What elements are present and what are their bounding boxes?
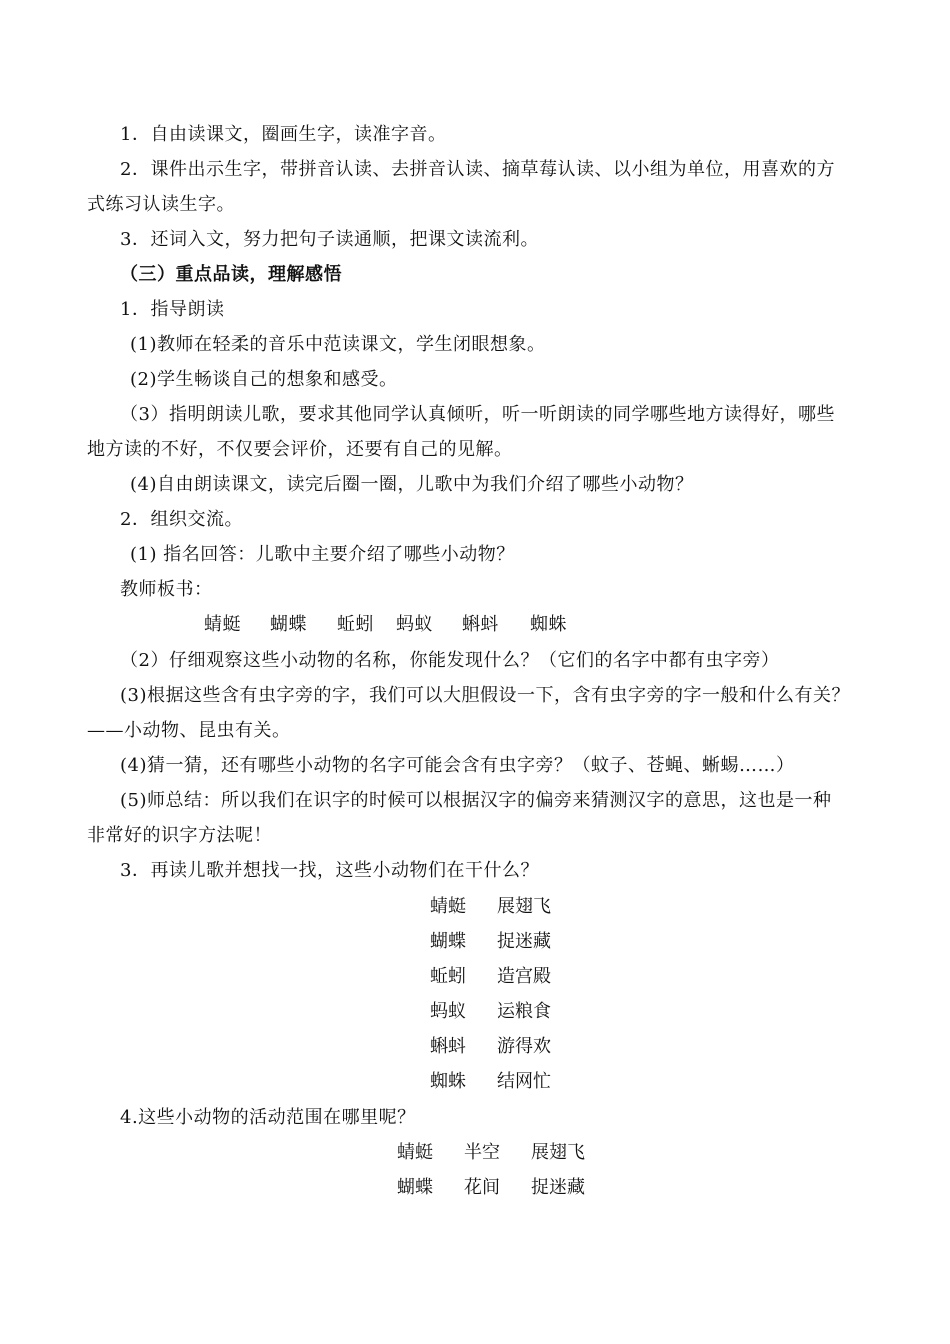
- row-action: 捉迷藏: [531, 1177, 585, 1198]
- row-action: 运粮食: [497, 1001, 551, 1022]
- sub-2-item-4: (4)猜一猜，还有哪些小动物的名字可能会含有虫字旁？（蚊子、苍蝇、蜥蜴……）: [120, 755, 795, 776]
- row-action: 展翅飞: [497, 896, 551, 917]
- sub-1-item-2: (2)学生畅谈自己的想象和感受。: [130, 369, 398, 390]
- sub-1-item-4: (4)自由朗读课文，读完后圈一圈，儿歌中为我们介绍了哪些小动物？: [130, 474, 694, 495]
- step-2-cont: 式练习认读生字。: [87, 194, 235, 215]
- board-animal: 蜘蛛: [530, 614, 567, 635]
- row-place: 半空: [464, 1142, 500, 1163]
- sub-2-item-3-cont: ——小动物、昆虫有关。: [87, 720, 291, 741]
- row-animal: 蝴蝶: [430, 931, 466, 952]
- board-animal: 蚯蚓: [337, 614, 374, 635]
- step-1: 1．自由读课文，圈画生字，读准字音。: [120, 124, 447, 145]
- board-animal: 蜻蜓: [204, 614, 241, 635]
- sub-1: 1．指导朗读: [120, 299, 225, 320]
- row-action: 游得欢: [497, 1036, 551, 1057]
- row-animal: 蚂蚁: [430, 1001, 466, 1022]
- row-animal: 蚯蚓: [430, 966, 466, 987]
- row-animal: 蝌蚪: [430, 1036, 466, 1057]
- row-animal: 蜻蜓: [397, 1142, 433, 1163]
- sub-2-item-5-cont: 非常好的识字方法呢！: [87, 825, 272, 846]
- sub-2-item-5: (5)师总结：所以我们在识字的时候可以根据汉字的偏旁来猜测汉字的意思，这也是一种: [120, 790, 832, 811]
- sub-2-item-2: （2）仔细观察这些小动物的名称，你能发现什么？（它们的名字中都有虫字旁）: [120, 650, 780, 671]
- row-action: 捉迷藏: [497, 931, 551, 952]
- sub-2-item-3: (3)根据这些含有虫字旁的字，我们可以大胆假设一下，含有虫字旁的字一般和什么有关？: [120, 685, 850, 706]
- sub-4: 4.这些小动物的活动范围在哪里呢？: [120, 1107, 416, 1128]
- row-action: 结网忙: [497, 1071, 551, 1092]
- row-animal: 蜻蜓: [430, 896, 466, 917]
- sub-3: 3．再读儿歌并想找一找，这些小动物们在干什么？: [120, 860, 539, 881]
- section-heading: （三）重点品读，理解感悟: [120, 264, 342, 285]
- row-animal: 蜘蛛: [430, 1071, 466, 1092]
- row-action: 展翅飞: [531, 1142, 585, 1163]
- sub-1-item-3: （3）指明朗读儿歌，要求其他同学认真倾听，听一听朗读的同学哪些地方读得好，哪些: [120, 404, 835, 425]
- row-place: 花间: [464, 1177, 500, 1198]
- step-2: 2．课件出示生字，带拼音认读、去拼音认读、摘草莓认读、以小组为单位，用喜欢的方: [120, 159, 835, 180]
- board-label: 教师板书：: [120, 579, 213, 600]
- row-animal: 蝴蝶: [397, 1177, 433, 1198]
- board-animal: 蚂蚁: [396, 614, 433, 635]
- sub-2: 2．组织交流。: [120, 509, 243, 530]
- sub-2-item-1: (1) 指名回答：儿歌中主要介绍了哪些小动物？: [130, 544, 515, 565]
- row-action: 造宫殿: [497, 966, 551, 987]
- sub-1-item-3-cont: 地方读的不好，不仅要会评价，还要有自己的见解。: [87, 439, 513, 460]
- board-animal: 蝌蚪: [462, 614, 499, 635]
- board-animal: 蝴蝶: [270, 614, 307, 635]
- step-3: 3．还词入文，努力把句子读通顺，把课文读流利。: [120, 229, 539, 250]
- sub-1-item-1: (1)教师在轻柔的音乐中范读课文，学生闭眼想象。: [130, 334, 546, 355]
